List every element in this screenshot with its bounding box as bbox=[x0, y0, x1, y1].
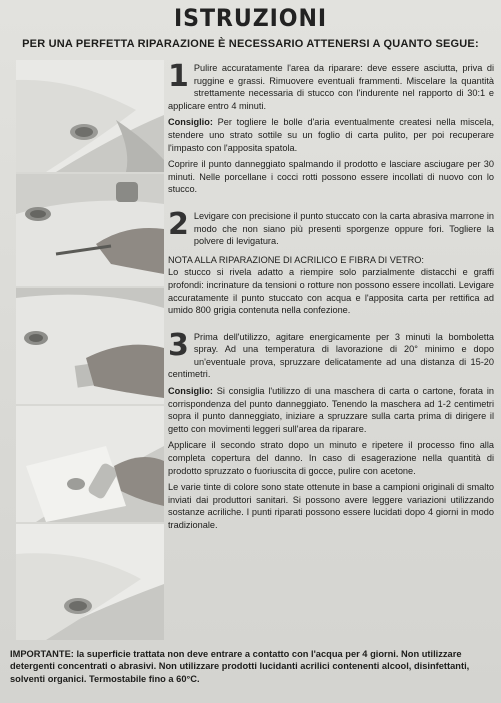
step-3-number: 3 bbox=[168, 327, 189, 363]
step-3-text: Prima dell'utilizzo, agitare energicamente per 3 minuti la bomboletta spray. Ad una temperatura di lavorazione di 20° minimo e dopo un'eventuale prova, spruzzare delicatamente ad una distanza di 15-20 centimetri. bbox=[168, 331, 494, 380]
photo-finished bbox=[16, 524, 164, 640]
important-text: la superficie trattata non deve entrare a contatto con l'acqua per 4 giorni. Non utilizzare detergenti concentrati o abrasivi. Non utilizzare prodotti lucidanti acrilici contenenti alcool, disinfettanti, solventi organici. Termostabile fino a 60°C. bbox=[10, 649, 470, 684]
step-1-tip bbox=[168, 116, 494, 154]
important-note bbox=[10, 648, 492, 685]
step-1-number: 1 bbox=[168, 59, 189, 94]
step-2-note-text: Lo stucco si rivela adatto a riempire solo parzialmente distacchi e graffi profondi: incrinature da tensioni o rotture non possono essere incollati. Levigare accuratamente il punto stuccato con acqua e l'apposita carta per rettifica ad umido 800 grigia contenuta nella confezione. bbox=[168, 267, 494, 316]
step-3-extra-1: Applicare il secondo strato dopo un minuto e ripetere il processo fino alla completa copertura del danno. In caso di esagerazione nella quantità di prodotto spruzzato o fuoriuscita di gocce, pulire con acetone. bbox=[168, 440, 494, 476]
step-2 bbox=[168, 206, 494, 317]
photo-cleaning bbox=[16, 60, 164, 174]
photo-spray bbox=[16, 406, 164, 524]
photo-column bbox=[16, 60, 164, 640]
step-1-extra: Coprire il punto danneggiato spalmando il prodotto e lasciare asciugare per 30 minuti. Nelle porcellane i cocci rotti possono essere incollati di nuovo con lo stucco. bbox=[168, 159, 494, 195]
step-3-extra-2: Le varie tinte di colore sono state ottenute in base a campioni originali di smalto inviati dai produttori sanitari. Si possono avere leggere variazioni utilizzando sostanze acriliche. I punti riparati possono essere lucidati dopo 4 giorni in modo tradizionale. bbox=[168, 482, 494, 530]
step-1 bbox=[168, 59, 494, 196]
important-label: IMPORTANTE: bbox=[10, 649, 74, 659]
step-2-number: 2 bbox=[168, 206, 189, 242]
photo-spatula bbox=[16, 174, 164, 288]
step-2-note-title: NOTA ALLA RIPARAZIONE DI ACRILICO E FIBRA DI VETRO: bbox=[168, 254, 424, 265]
page-title: ISTRUZIONI bbox=[173, 4, 328, 32]
step-3-tip-text: Si consiglia l'utilizzo di una maschera di carta o cartone, forata in corrispondenza del punto danneggiato. Tenendo la maschera ad 1-2 centimetri sopra il punto danneggiato, iniziare a spruzzare sulla carta prima di dirigere il getto con movimenti leggeri sull'area da riparare. bbox=[168, 386, 494, 434]
step-1-text: Pulire accuratamente l'area da riparare: deve essere asciutta, priva di ruggine e grassi. Rimuovere eventuali frammenti. Miscelare la quantità strettamente necessaria di stucco con l'indurente nel rapporto di 30:1 e applicare entro 4 minuti. bbox=[168, 63, 494, 111]
photo-sanding bbox=[16, 288, 164, 406]
step-3-tip bbox=[168, 385, 494, 435]
step-3-tip-label: Consiglio: bbox=[168, 386, 213, 397]
step-3 bbox=[168, 327, 494, 532]
step-1-tip-text: Per togliere le bolle d'aria eventualmente createsi nella miscela, stendere uno strato sottile su un foglio di carta pulito, per poi recuperare l'impasto con l'apposita spatola. bbox=[168, 117, 494, 153]
step-2-text: Levigare con precisione il punto stuccato con la carta abrasiva marrone in modo che non siano più presenti sporgenze oppure fori. Togliere la polvere di levigatura. bbox=[193, 210, 494, 247]
step-1-tip-label: Consiglio: bbox=[168, 117, 213, 128]
instruction-text bbox=[168, 59, 494, 536]
page-subtitle: PER UNA PERFETTA RIPARAZIONE È NECESSARIO ATTENERSI A QUANTO SEGUE: bbox=[22, 38, 479, 50]
